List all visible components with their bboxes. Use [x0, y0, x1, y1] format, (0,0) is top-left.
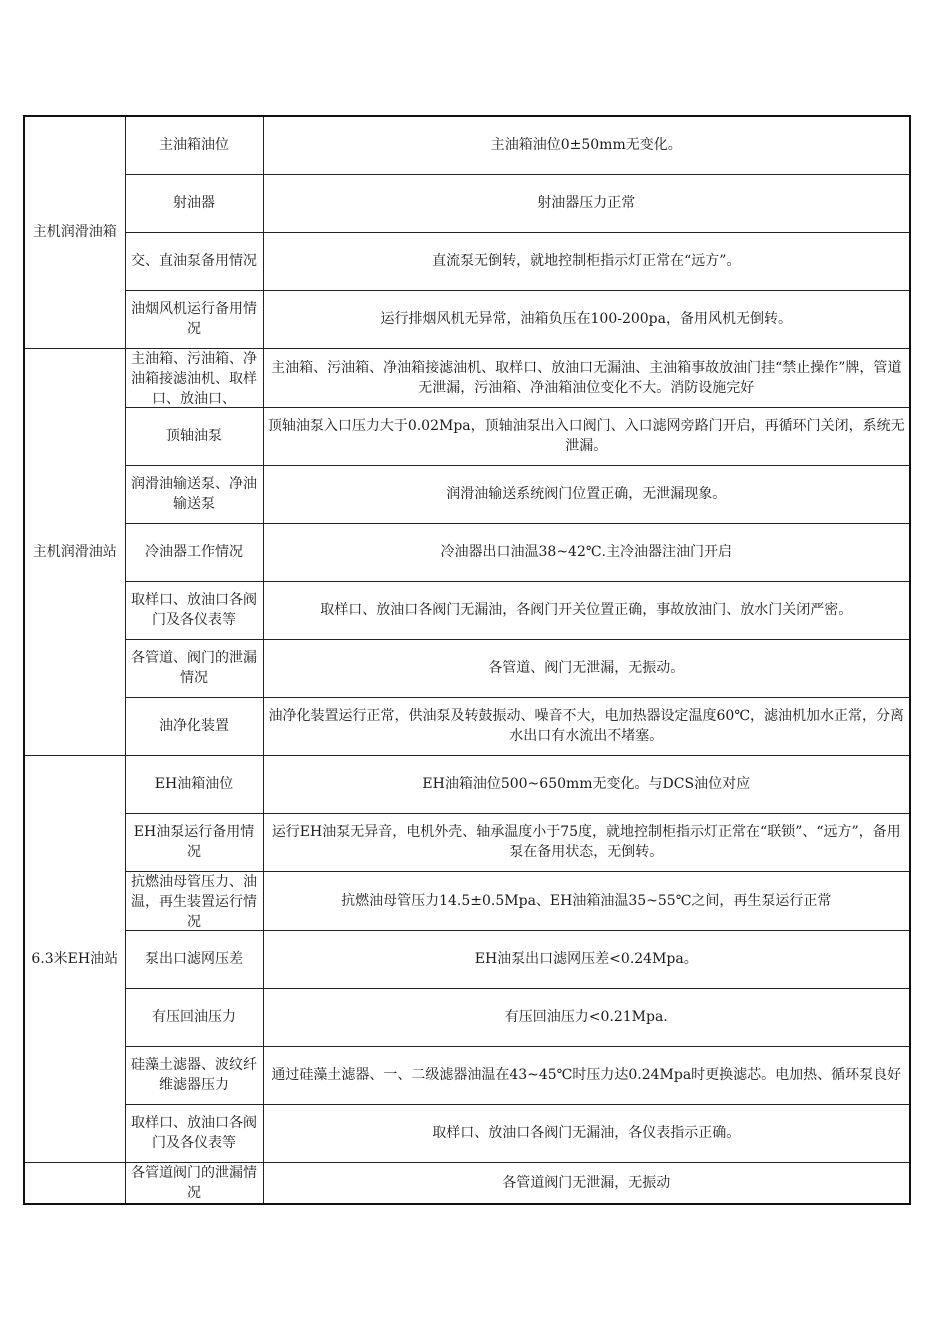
description-cell: 取样口、放油口各阀门无漏油，各仪表指示正确。: [263, 1104, 910, 1162]
item-cell: 硅藻土滤器、波纹纤维滤器压力: [125, 1046, 263, 1104]
description-cell: 运行排烟风机无异常，油箱负压在100-200pa，备用风机无倒转。: [263, 290, 910, 348]
table-row: [24, 1104, 910, 1162]
description-cell: 运行EH油泵无异音，电机外壳、轴承温度小于75度，就地控制柜指示灯正常在“联锁”、“远方”，备用泵在备用状态，无倒转。: [263, 813, 910, 871]
description-cell: 抗燃油母管压力14.5±0.5Mpa、EH油箱油温35~55℃之间，再生泵运行正常: [263, 871, 910, 930]
table-row: [24, 930, 910, 988]
description-cell: 直流泵无倒转，就地控制柜指示灯正常在“远方”。: [263, 232, 910, 290]
table-row: [24, 116, 910, 174]
item-cell: [125, 1162, 263, 1204]
item-cell: EH油箱油位: [125, 755, 263, 813]
description-cell: 主油箱油位0±50mm无变化。: [263, 116, 910, 174]
item-cell: [125, 871, 263, 930]
inspection-table-sheet: [23, 115, 909, 1205]
description-cell: 有压回油压力<0.21Mpa.: [263, 988, 910, 1046]
item-cell: EH油泵运行备用情况: [125, 813, 263, 871]
table-row: [24, 988, 910, 1046]
table-row: [24, 465, 910, 523]
description-cell: EH油泵出口滤网压差<0.24Mpa。: [263, 930, 910, 988]
description-cell: 主油箱、污油箱、净油箱接滤油机、取样口、放油口无漏油、主油箱事故放油门挂“禁止操作”牌，管道无泄漏，污油箱、净油箱油位变化不大。消防设施完好: [263, 348, 910, 407]
table-row: [24, 290, 910, 348]
category-cell: 主机润滑油箱: [24, 116, 125, 348]
inspection-table: [23, 115, 911, 1205]
table-row: [24, 174, 910, 232]
category-cell: [24, 1162, 125, 1204]
description-cell: 通过硅藻土滤器、一、二级滤器油温在43~45℃时压力达0.24Mpa时更换滤芯。电加热、循环泵良好: [263, 1046, 910, 1104]
item-cell: 润滑油输送泵、净油输送泵: [125, 465, 263, 523]
item-cell: 泵出口滤网压差: [125, 930, 263, 988]
description-cell: 各管道阀门无泄漏，无振动: [263, 1162, 910, 1204]
table-row: [24, 1162, 910, 1204]
item-cell: 油烟风机运行备用情况: [125, 290, 263, 348]
table-row: [24, 523, 910, 581]
item-cell: 油净化装置: [125, 697, 263, 755]
item-text: 主油箱、污油箱、净油箱接滤油机、取样口、放油口、: [131, 350, 257, 407]
table-row: [24, 871, 910, 930]
category-cell: 6.3米EH油站: [24, 755, 125, 1162]
description-cell: 射油器压力正常: [263, 174, 910, 232]
item-cell: 取样口、放油口各阀门及各仪表等: [125, 1104, 263, 1162]
item-cell: [125, 348, 263, 407]
item-cell: 交、直油泵备用情况: [125, 232, 263, 290]
item-text: 抗燃油母管压力、油温，再生装置运行情况: [131, 873, 257, 930]
table-row: [24, 755, 910, 813]
description-cell: 油净化装置运行正常，供油泵及转鼓振动、噪音不大，电加热器设定温度60℃，滤油机加水正常，分离水出口有水流出不堵塞。: [263, 697, 910, 755]
table-row: [24, 348, 910, 407]
description-cell: EH油箱油位500~650mm无变化。与DCS油位对应: [263, 755, 910, 813]
item-cell: 顶轴油泵: [125, 407, 263, 465]
description-cell: 润滑油输送系统阀门位置正确，无泄漏现象。: [263, 465, 910, 523]
item-cell: 射油器: [125, 174, 263, 232]
item-cell: 主油箱油位: [125, 116, 263, 174]
table-row: [24, 581, 910, 639]
item-text: 各管道阀门的泄漏情况: [131, 1164, 257, 1201]
table-row: [24, 1046, 910, 1104]
item-cell: 有压回油压力: [125, 988, 263, 1046]
description-cell: 各管道、阀门无泄漏，无振动。: [263, 639, 910, 697]
description-cell: 取样口、放油口各阀门无漏油，各阀门开关位置正确，事故放油门、放水门关闭严密。: [263, 581, 910, 639]
item-cell: 取样口、放油口各阀门及各仪表等: [125, 581, 263, 639]
category-cell: 主机润滑油站: [24, 348, 125, 755]
table-row: [24, 813, 910, 871]
table-row: [24, 232, 910, 290]
table-row: [24, 697, 910, 755]
description-cell: 顶轴油泵入口压力大于0.02Mpa，顶轴油泵出入口阀门、入口滤网旁路门开启，再循环门关闭，系统无泄漏。: [263, 407, 910, 465]
item-cell: 冷油器工作情况: [125, 523, 263, 581]
description-cell: 冷油器出口油温38~42℃.主冷油器注油门开启: [263, 523, 910, 581]
table-row: [24, 639, 910, 697]
table-row: [24, 407, 910, 465]
item-cell: 各管道、阀门的泄漏情况: [125, 639, 263, 697]
